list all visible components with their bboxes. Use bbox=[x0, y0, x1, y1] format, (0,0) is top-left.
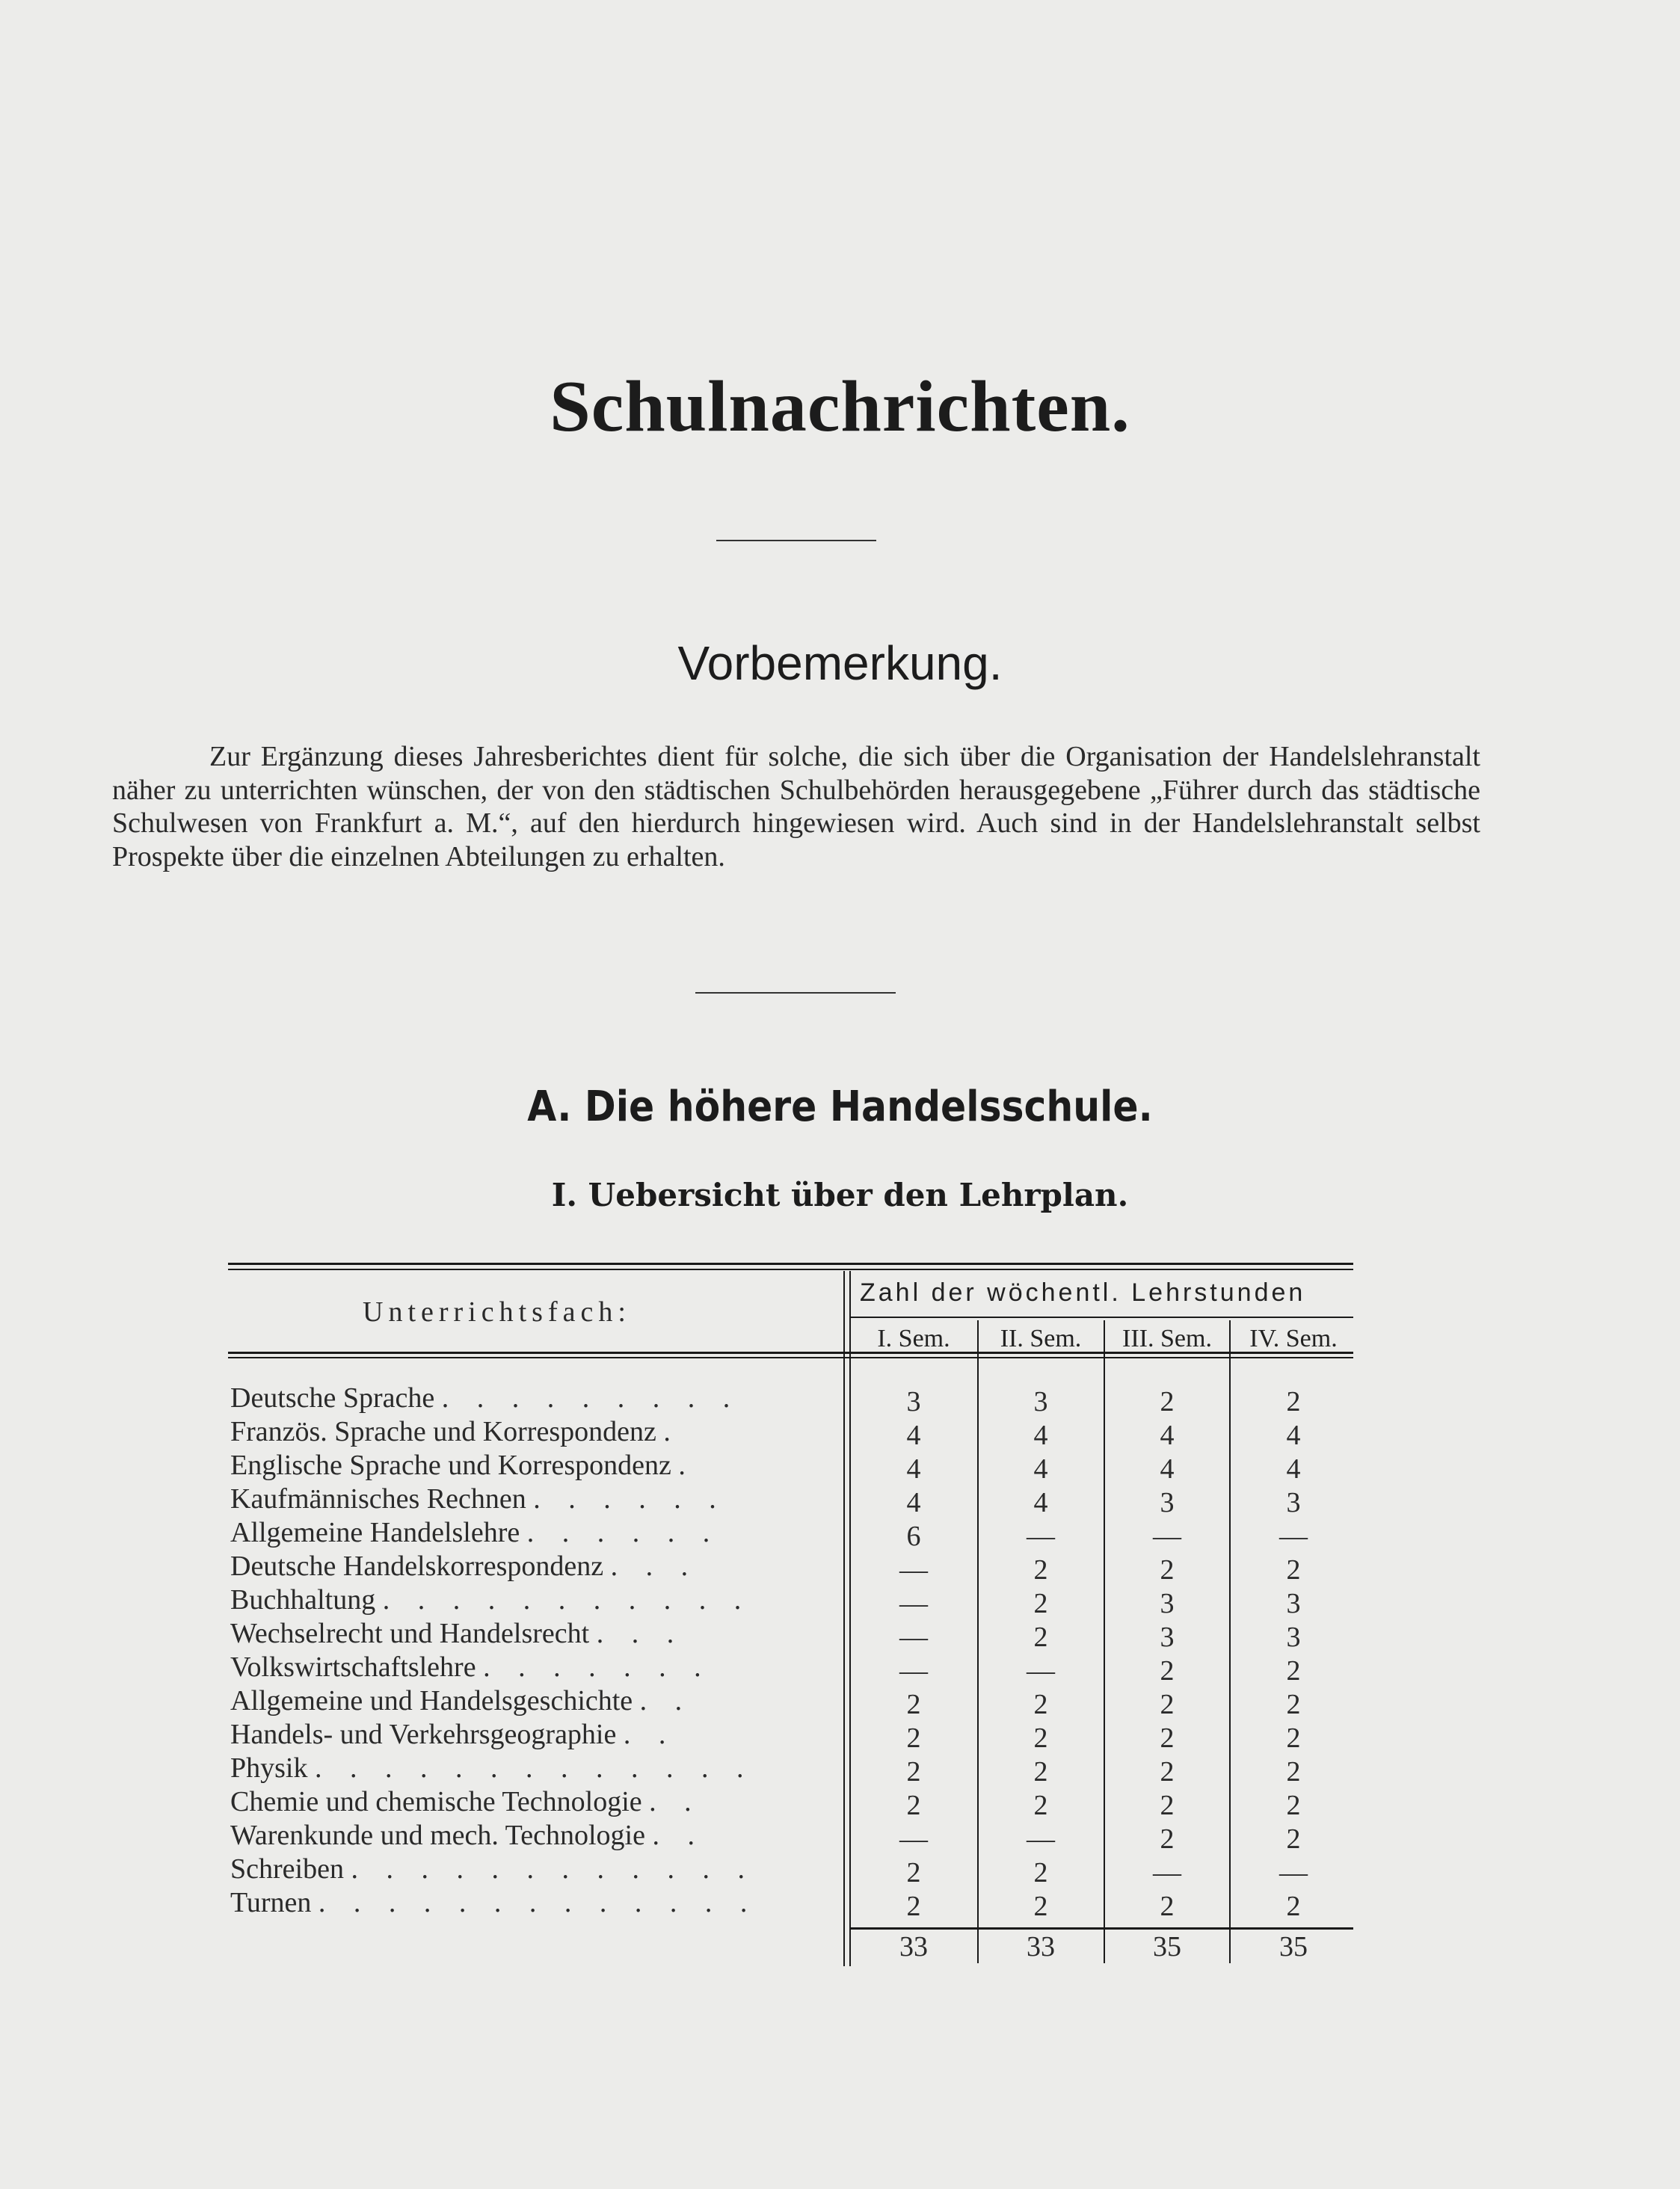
leader-dots: . . . . . . . . . . . . bbox=[351, 1853, 755, 1885]
hours-cell: — bbox=[899, 1554, 928, 1586]
semester-header: III. Sem. bbox=[1122, 1325, 1212, 1352]
hours-cell: — bbox=[1027, 1521, 1055, 1552]
preface-text: Zur Ergänzung dieses Jahresberichtes dient für solche, die sich über die Organisation der Handelslehranstalt näher zu unterrichten wünschen, der von den städtischen Schulbehörden herausgegebene „Führer durch das städtische Schulwesen von Frankfurt a. M.“, auf den hierdurch hingewiesen wird. Auch sind in der Handelslehranstalt selbst Prospekte über die einzelnen Abteilungen zu erhalten. bbox=[112, 741, 1480, 872]
table-row-subject bbox=[230, 1819, 834, 1852]
hours-cell: 2 bbox=[1286, 1891, 1301, 1922]
table-row-subject bbox=[230, 1449, 834, 1482]
hours-cell: 2 bbox=[1160, 1689, 1175, 1720]
hours-cell: — bbox=[1153, 1521, 1181, 1552]
hours-cell: 3 bbox=[1286, 1588, 1301, 1619]
subject-label: Wechselrecht und Handelsrecht bbox=[230, 1618, 590, 1649]
hours-cell: — bbox=[1027, 1655, 1055, 1687]
subject-label: Handels- und Verkehrsgeographie bbox=[230, 1719, 617, 1750]
hours-column-header: Zahl der wöchentl. Lehrstunden bbox=[860, 1278, 1306, 1307]
leader-dots: . . . . . . . . . . . bbox=[382, 1584, 752, 1616]
hours-cell: 2 bbox=[1033, 1554, 1048, 1586]
hours-cell: 2 bbox=[1033, 1891, 1048, 1922]
table-top-rule bbox=[228, 1263, 1353, 1265]
leader-dots: . . . . . . bbox=[533, 1483, 727, 1515]
hours-cell: 2 bbox=[1286, 1554, 1301, 1586]
table-row-subject bbox=[230, 1651, 834, 1684]
hours-cell: 2 bbox=[906, 1891, 921, 1922]
table-row-subject bbox=[230, 1752, 834, 1785]
total-cell: 35 bbox=[1153, 1931, 1181, 1962]
subject-label: Buchhaltung bbox=[230, 1584, 376, 1616]
subject-label: Schreiben bbox=[230, 1853, 344, 1885]
hours-cell: 4 bbox=[906, 1487, 921, 1518]
subject-label: Allgemeine und Handelsgeschichte bbox=[230, 1685, 633, 1717]
semester-header: IV. Sem. bbox=[1249, 1325, 1338, 1352]
hours-cell: 2 bbox=[1160, 1386, 1175, 1417]
hours-cell: 2 bbox=[1286, 1386, 1301, 1417]
column-divider bbox=[843, 1271, 845, 1966]
hours-cell: — bbox=[1279, 1857, 1308, 1888]
total-cell: 33 bbox=[1027, 1931, 1055, 1962]
hours-cell: 4 bbox=[1160, 1453, 1175, 1485]
hours-cell: 2 bbox=[1160, 1823, 1175, 1855]
hours-cell: — bbox=[899, 1622, 928, 1653]
leader-dots: . . . . . . . . . . . . . bbox=[318, 1887, 758, 1918]
hours-cell: 2 bbox=[1286, 1823, 1301, 1855]
leader-dots: . . bbox=[649, 1786, 702, 1817]
table-top-rule bbox=[228, 1269, 1353, 1270]
hours-cell: 2 bbox=[1033, 1722, 1048, 1754]
hours-cell: 2 bbox=[1286, 1756, 1301, 1788]
section-heading: A. Die höhere Handelsschule. bbox=[527, 1083, 1153, 1131]
leader-dots: . . bbox=[639, 1685, 693, 1717]
header-inner-rule bbox=[851, 1317, 1353, 1318]
subject-label: Turnen bbox=[230, 1887, 312, 1918]
hours-cell: 4 bbox=[906, 1453, 921, 1485]
table-row-subject bbox=[230, 1886, 834, 1919]
hours-cell: 3 bbox=[1160, 1622, 1175, 1653]
table-row-subject bbox=[230, 1583, 834, 1616]
leader-dots: . . . . . . . . . bbox=[441, 1382, 741, 1414]
leader-dots: . bbox=[663, 1416, 681, 1447]
preface-heading: Vorbemerkung. bbox=[677, 636, 1003, 690]
subject-label: Kaufmännisches Rechnen bbox=[230, 1483, 526, 1515]
hours-cell: 4 bbox=[1033, 1420, 1048, 1451]
hours-cell: 2 bbox=[906, 1790, 921, 1821]
subject-label: Deutsche Sprache bbox=[230, 1382, 435, 1414]
hours-cell: — bbox=[899, 1823, 928, 1855]
semester-header: II. Sem. bbox=[1000, 1325, 1082, 1352]
hours-cell: 2 bbox=[906, 1689, 921, 1720]
hours-cell: 2 bbox=[1033, 1622, 1048, 1653]
hours-cell: 2 bbox=[1033, 1588, 1048, 1619]
hours-cell: 4 bbox=[1286, 1453, 1301, 1485]
hours-cell: 3 bbox=[1033, 1386, 1048, 1417]
divider-rule bbox=[716, 540, 876, 541]
hours-cell: — bbox=[899, 1655, 928, 1687]
hours-cell: — bbox=[899, 1588, 928, 1619]
page-title: Schulnachrichten. bbox=[550, 366, 1130, 447]
hours-cell: 2 bbox=[906, 1722, 921, 1754]
subject-label: Chemie und chemische Technologie bbox=[230, 1786, 642, 1817]
total-cell: 35 bbox=[1279, 1931, 1308, 1962]
hours-cell: 2 bbox=[1286, 1689, 1301, 1720]
table-row-subject bbox=[230, 1550, 834, 1583]
total-cell: 33 bbox=[899, 1931, 928, 1962]
hours-cell: 2 bbox=[1286, 1790, 1301, 1821]
hours-cell: 4 bbox=[1033, 1487, 1048, 1518]
hours-cell: — bbox=[1027, 1823, 1055, 1855]
subject-label: Französ. Sprache und Korrespondenz bbox=[230, 1416, 656, 1447]
header-bottom-rule bbox=[228, 1357, 1353, 1358]
hours-cell: 2 bbox=[1033, 1756, 1048, 1788]
hours-cell: 2 bbox=[1160, 1891, 1175, 1922]
hours-cell: — bbox=[1153, 1857, 1181, 1888]
table-row-subject bbox=[230, 1684, 834, 1717]
semester-header: I. Sem. bbox=[877, 1325, 950, 1352]
table-row-subject bbox=[230, 1415, 834, 1448]
hours-cell: 4 bbox=[1286, 1420, 1301, 1451]
table-row-subject bbox=[230, 1853, 834, 1885]
hours-cell: — bbox=[1279, 1521, 1308, 1552]
section-subheading: I. Uebersicht über den Lehrplan. bbox=[551, 1177, 1129, 1213]
hours-cell: 3 bbox=[1286, 1487, 1301, 1518]
table-row-subject bbox=[230, 1785, 834, 1818]
subject-label: Physik bbox=[230, 1752, 308, 1784]
table-row-subject bbox=[230, 1483, 834, 1515]
leader-dots: . . bbox=[623, 1719, 677, 1750]
table-row-subject bbox=[230, 1382, 834, 1414]
subject-label: Allgemeine Handelslehre bbox=[230, 1517, 520, 1548]
hours-cell: 2 bbox=[1160, 1756, 1175, 1788]
hours-cell: 4 bbox=[1160, 1420, 1175, 1451]
hours-cell: 2 bbox=[1160, 1554, 1175, 1586]
table-row-subject bbox=[230, 1516, 834, 1549]
totals-rule bbox=[851, 1927, 1353, 1930]
hours-cell: 4 bbox=[906, 1420, 921, 1451]
subject-label: Warenkunde und mech. Technologie bbox=[230, 1820, 645, 1851]
hours-cell: 2 bbox=[906, 1756, 921, 1788]
table-row-subject bbox=[230, 1718, 834, 1751]
hours-cell: 3 bbox=[1160, 1487, 1175, 1518]
hours-cell: 3 bbox=[1160, 1588, 1175, 1619]
hours-cell: 4 bbox=[1033, 1453, 1048, 1485]
subject-label: Deutsche Handelskorrespondenz bbox=[230, 1551, 604, 1582]
hours-cell: 6 bbox=[906, 1521, 921, 1552]
subject-column-header: Unterrichtsfach: bbox=[363, 1296, 631, 1328]
leader-dots: . . . . . . bbox=[526, 1517, 721, 1548]
divider-rule bbox=[695, 992, 896, 994]
hours-cell: 2 bbox=[1286, 1722, 1301, 1754]
leader-dots: . . . bbox=[610, 1551, 699, 1582]
table-row-subject bbox=[230, 1617, 834, 1650]
hours-cell: 2 bbox=[1033, 1790, 1048, 1821]
hours-cell: 2 bbox=[1286, 1655, 1301, 1687]
leader-dots: . bbox=[678, 1450, 696, 1481]
subject-label: Englische Sprache und Korrespondenz bbox=[230, 1450, 671, 1481]
hours-cell: 2 bbox=[1160, 1655, 1175, 1687]
leader-dots: . . . bbox=[596, 1618, 685, 1649]
hours-cell: 2 bbox=[1033, 1689, 1048, 1720]
hours-cell: 2 bbox=[1033, 1857, 1048, 1888]
leader-dots: . . . . . . . . . . . . . bbox=[314, 1752, 754, 1784]
hours-cell: 3 bbox=[1286, 1622, 1301, 1653]
leader-dots: . . . . . . . bbox=[483, 1651, 712, 1683]
hours-cell: 2 bbox=[1160, 1790, 1175, 1821]
hours-cell: 3 bbox=[906, 1386, 921, 1417]
subject-label: Volkswirtschaftslehre bbox=[230, 1651, 476, 1683]
hours-cell: 2 bbox=[906, 1857, 921, 1888]
hours-cell: 2 bbox=[1160, 1722, 1175, 1754]
leader-dots: . . bbox=[652, 1820, 705, 1851]
